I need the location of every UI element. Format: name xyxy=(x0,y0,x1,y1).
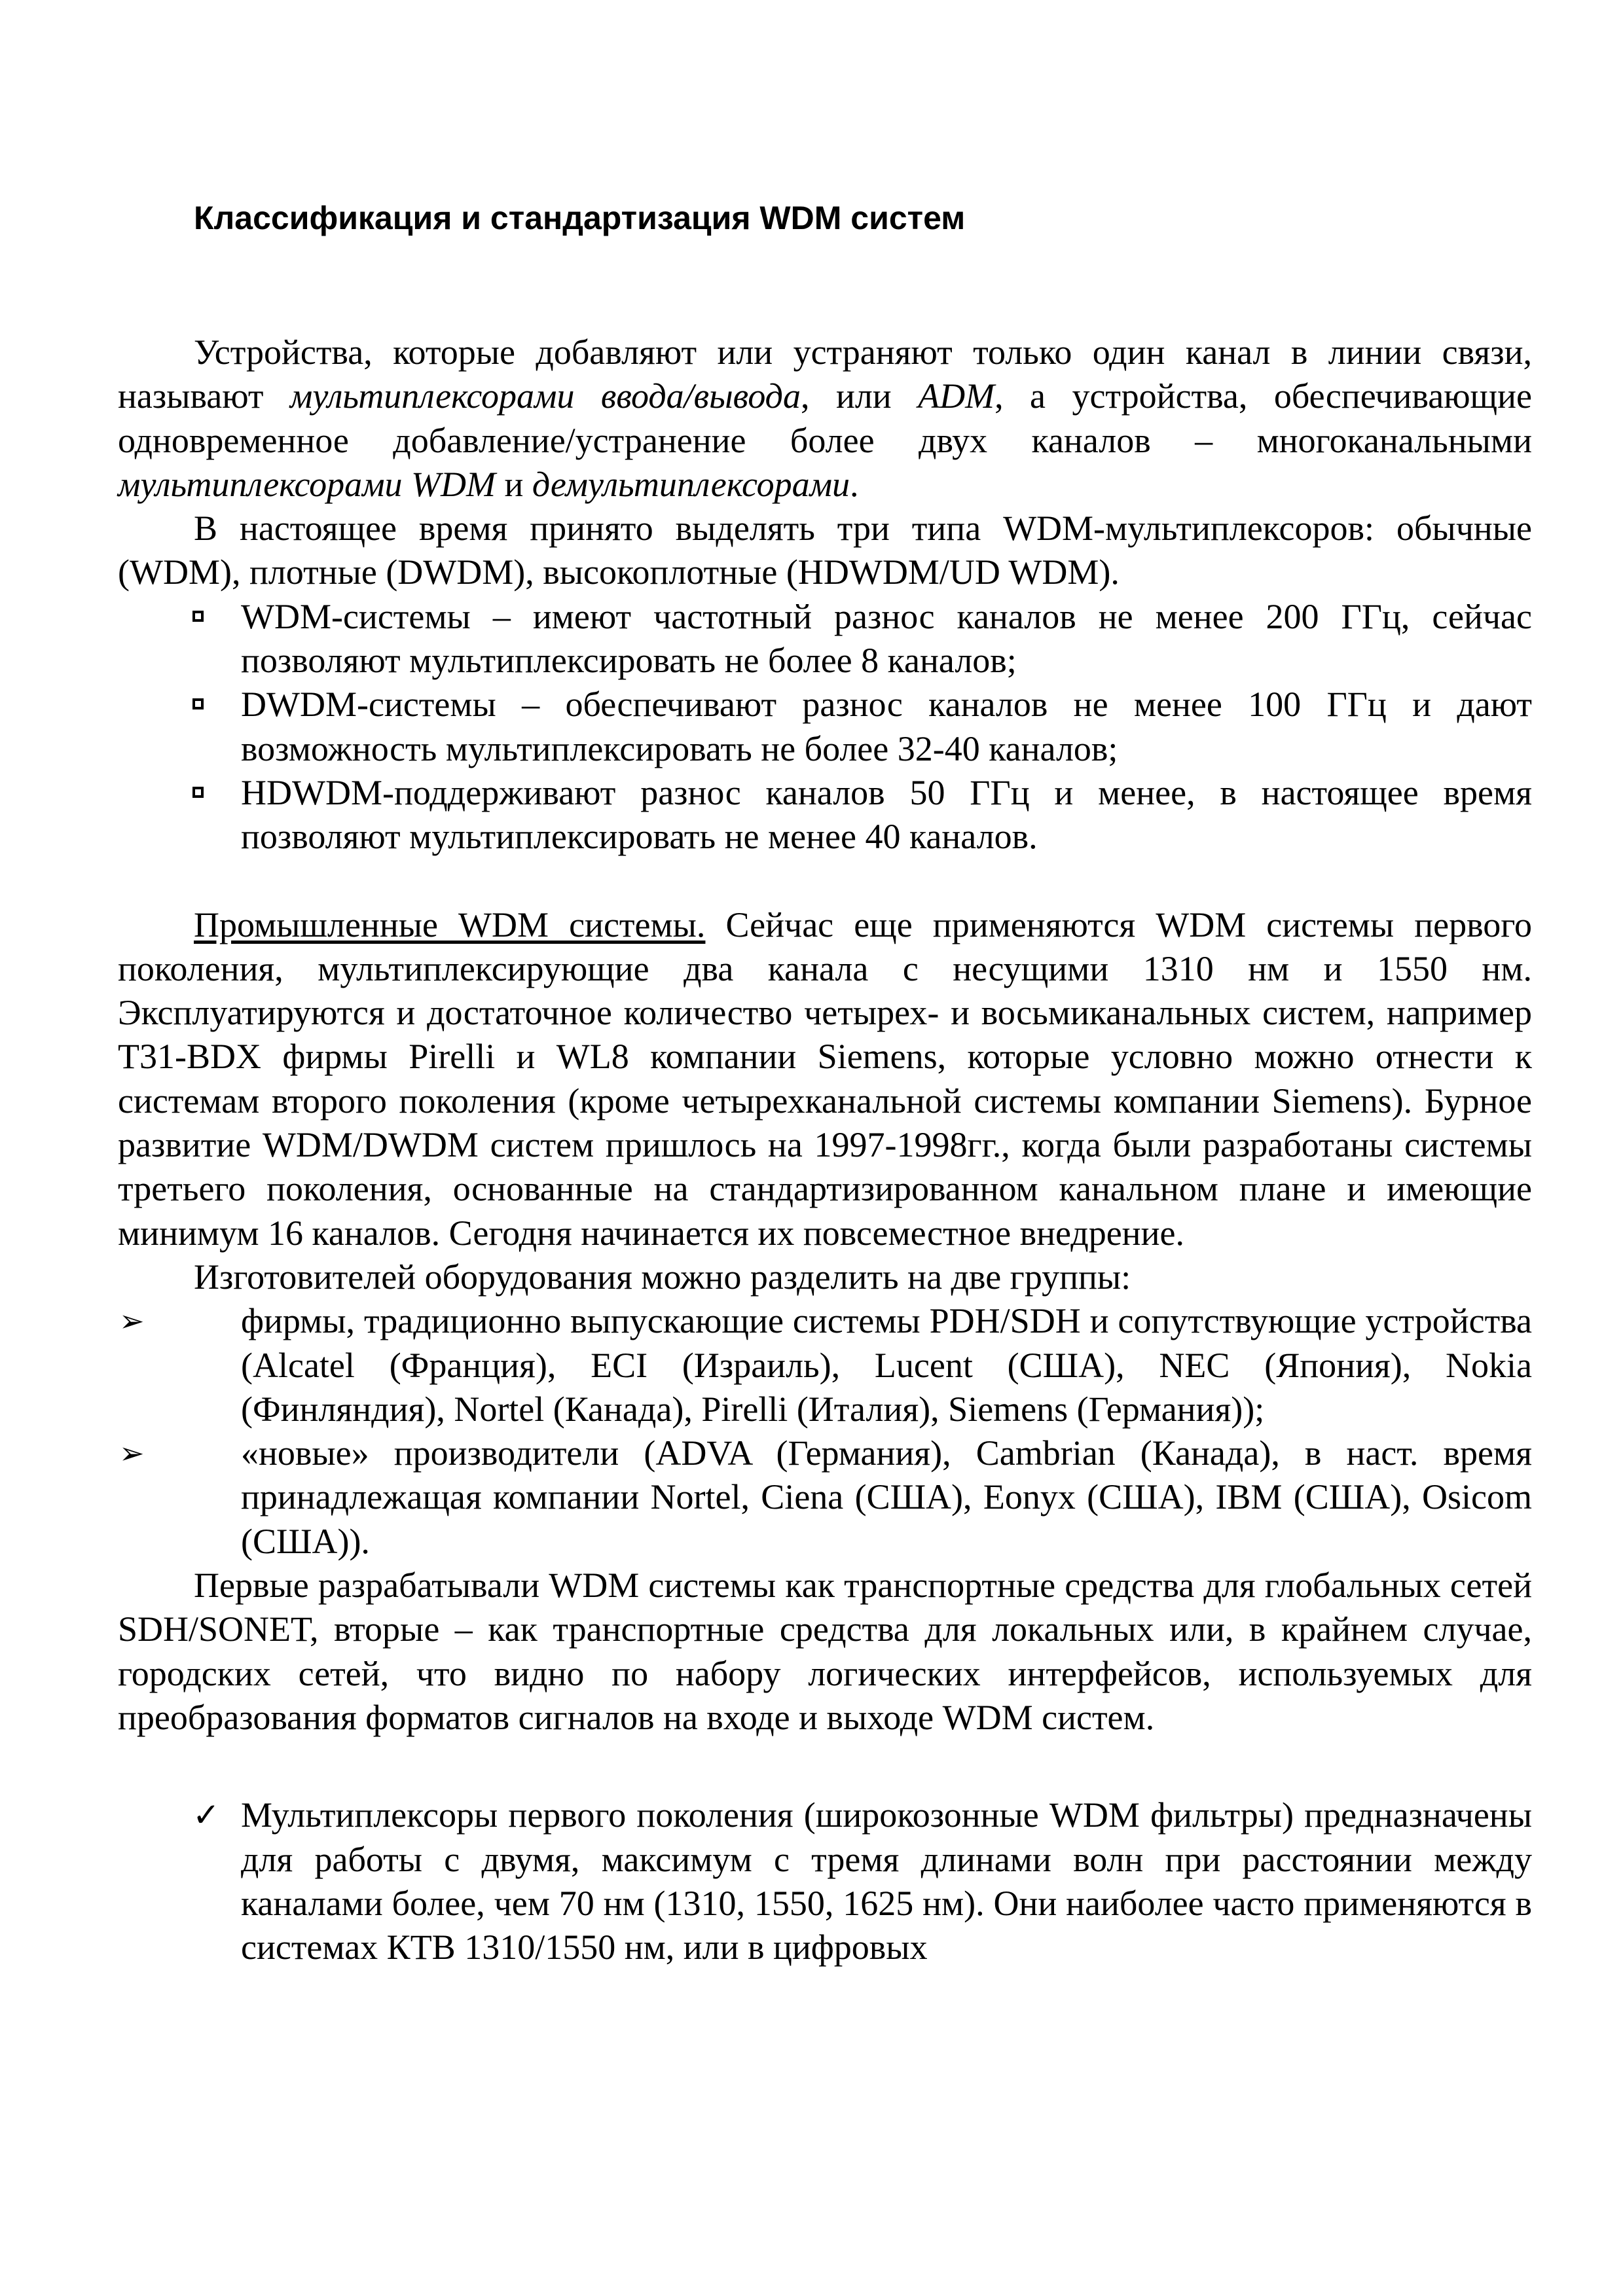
paragraph-network-use: Первые разрабатывали WDM системы как транспортные средства для глобальных сетей SDH/SONET, вторые – как транспортные средства для локальных или, в крайнем случае, городских сетей, что видно по набору логических интерфейсов, используемых для преобразования форматов сигналов на входе и выходе WDM систем. xyxy=(118,1566,1532,1737)
list-item xyxy=(118,771,1532,859)
list-item-text: DWDM-системы – обеспечивают разнос каналов не менее 100 ГГц и дают возможность мультиплексировать не более 32-40 каналов; xyxy=(241,685,1532,768)
page-title: Классификация и стандартизация WDM систем xyxy=(194,200,966,236)
paragraph-industrial-systems xyxy=(118,903,1532,1255)
list-item-text: HDWDM-поддерживают разнос каналов 50 ГГц и менее, в настоящее время позволяют мультиплексировать не менее 40 каналов. xyxy=(241,772,1532,857)
list-item-text: WDM-системы – имеют частотный разнос каналов не менее 200 ГГц, сейчас позволяют мультиплексировать не более 8 каналов; xyxy=(241,596,1532,681)
italic-term: демультиплексорами xyxy=(532,464,850,504)
list-item xyxy=(118,1431,1532,1564)
text-run: Сейчас еще применяются WDM системы первого поколения, мультиплексирующие два канала с несущими 1310 нм и 1550 нм. Эксплуатируются и достаточное количество четырех- и восьмиканальных систем, например T31-BDX фирмы Pirelli и WL8 компании Siemens, которые условно можно отнести к системам второго поколения (кроме четырехканальной системы компании Siemens). Бурное развитие WDM/DWDM систем пришлось на 1997-1998гг., когда были разработаны системы третьего поколения, основанные на стандартизированном канальном плане и имеющие минимум 16 каналов. Сегодня начинается их повсеместное внедрение. xyxy=(118,905,1532,1253)
checkmark-bullet-icon: ✓ xyxy=(192,1796,220,1835)
square-bullet-icon xyxy=(192,611,204,622)
italic-term: мультиплексорами ввода/вывода xyxy=(289,376,801,416)
text-run: Устройства, которые добавляют или устраняют только один канал в линии связи, называют xyxy=(118,332,1532,416)
square-bullet-icon xyxy=(192,787,204,798)
text-run: и xyxy=(496,464,532,504)
list-item xyxy=(118,1299,1532,1431)
list-item xyxy=(118,595,1532,683)
paragraph-adm-definition xyxy=(118,331,1532,507)
multiplexer-generations-list xyxy=(118,1793,1532,1969)
list-item-text: «новые» производители (ADVA (Германия), Cambrian (Канада), в наст. время принадлежащая компании Nortel, Ciena (США), Eonyx (США), IBM (США), Osicom (США)). xyxy=(241,1433,1532,1561)
wdm-types-list xyxy=(118,595,1532,859)
square-bullet-icon xyxy=(192,698,204,709)
list-item-text: фирмы, традиционно выпускающие системы PDH/SDH и сопутствующие устройства (Alcatel (Франция), ECI (Израиль), Lucent (США), NEC (Япония), Nokia (Финляндия), Nortel (Канада), Pirelli (Италия), Siemens (Германия)); xyxy=(241,1301,1532,1429)
arrow-bullet-icon: ➢ xyxy=(119,1435,145,1471)
italic-term: ADM xyxy=(918,376,995,416)
paragraph-manufacturers-intro: Изготовителей оборудования можно разделить на две группы: xyxy=(194,1257,1131,1297)
text-run: , а устройства, обеспечивающие одновременное добавление/устранение более двух каналов – многоканальными xyxy=(118,376,1532,460)
italic-term: мультиплексорами WDM xyxy=(118,464,496,504)
text-run: . xyxy=(850,464,859,504)
arrow-bullet-icon: ➢ xyxy=(119,1303,145,1339)
list-item xyxy=(118,683,1532,771)
manufacturer-groups-list xyxy=(118,1299,1532,1564)
document-body xyxy=(118,331,1532,1969)
paragraph-wdm-types: В настоящее время принято выделять три типа WDM-мультиплексоров: обычные (WDM), плотные (DWDM), высокоплотные (HDWDM/UD WDM). xyxy=(118,509,1532,592)
list-item-text: Мультиплексоры первого поколения (широкозонные WDM фильтры) предназначены для работы с двумя, максимум с тремя длинами волн при расстоянии между каналами более, чем 70 нм (1310, 1550, 1625 нм). Они наиболее часто применяются в системах КТВ 1310/1550 нм, или в цифровых xyxy=(241,1795,1532,1967)
text-run: , или xyxy=(801,376,919,416)
underlined-heading: Промышленные WDM системы. xyxy=(194,905,706,944)
list-item xyxy=(118,1793,1532,1969)
